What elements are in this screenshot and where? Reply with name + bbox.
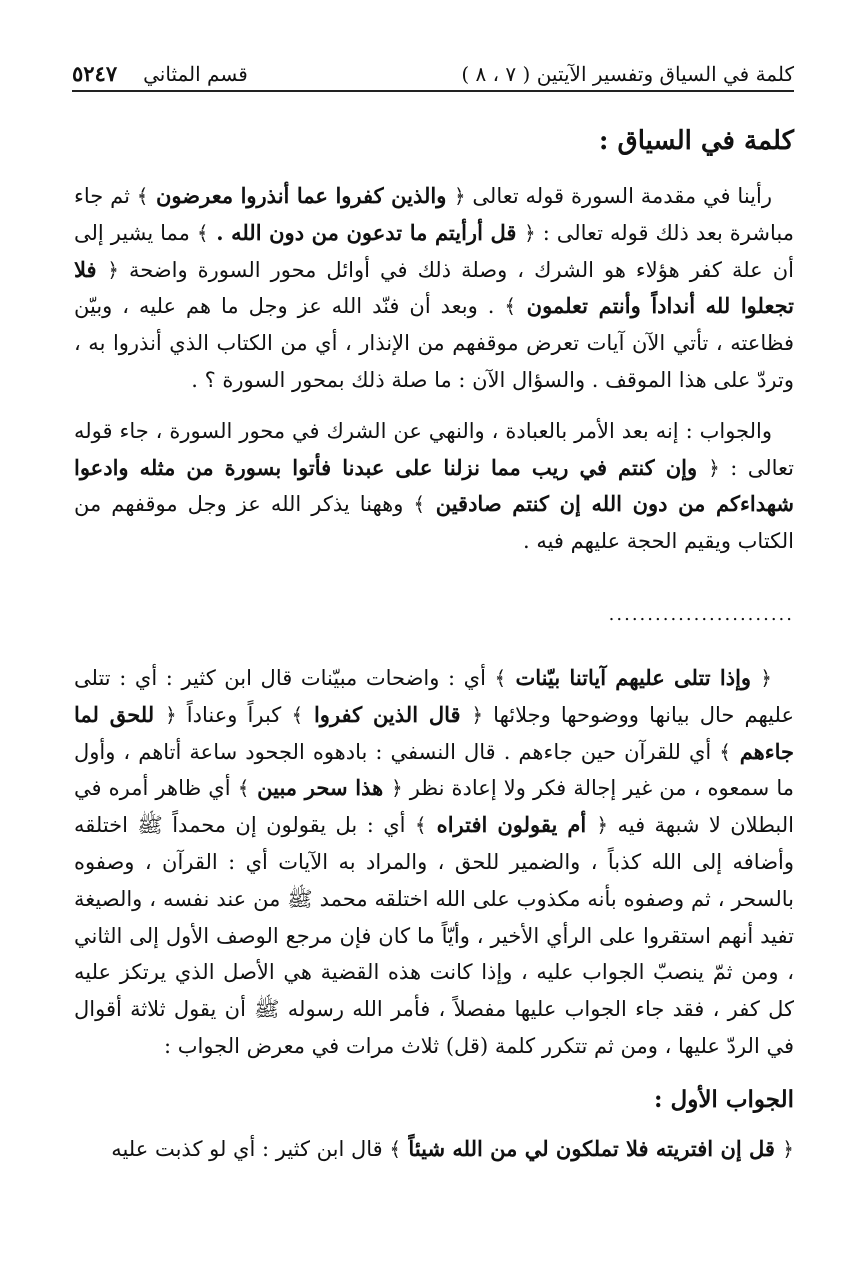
page-content — [74, 118, 794, 1182]
header-left-group — [72, 62, 248, 86]
quran-quote: قل إن افتريته فلا تملكون لي من الله شيئاً — [401, 1135, 783, 1161]
ornate-bracket-open: ﴿ — [760, 665, 772, 690]
page-number: ٥٢٤٧ — [72, 61, 118, 86]
ornate-bracket-close: ﴾ — [413, 492, 426, 517]
text: أي للقرآن حين جاءهم . قال النسفي : بادهوه الجحود ساعة أتاهم ، وأول ما سمعوه ، من غير إجالة فكر ولا إعادة نظر — [74, 739, 794, 801]
ornate-bracket-open: ﴿ — [390, 776, 403, 801]
ornate-bracket-open: ﴿ — [524, 220, 536, 245]
text: أي : بل يقولون إن محمداً ﷺ اختلقه وأضافه إلى الله كذباً ، والضمير للحق ، والمراد به الآيات أي : القرآن ، وصفوه بالسحر ، ثم وصفوه بأنه مكذوب على الله اختلقه محمد ﷺ من عند نفسه ، والصيغة تفيد أنهم استقروا على الرأي الأخير ، وأيّاً ما كان فإن مرجع الوصف الأول إلى الثاني ، ومن ثمّ ينصبّ الجواب عليه ، وإذا كانت هذه القضية هي الأصل الذي يرتكز عليه كل كفر ، فقد جاء الجواب عليها مفصلاً ، فأمر الله رسوله ﷺ أن يقول ثلاثة أقوال في الردّ عليها ، ومن ثم تتكرر كلمة (قل) ثلاث مرات في معرض الجواب : — [74, 813, 794, 1058]
ornate-bracket-open: ﴿ — [471, 702, 484, 727]
ornate-bracket-close: ﴾ — [719, 739, 732, 764]
ornate-bracket-close: ﴾ — [494, 665, 507, 690]
text: . وبعد أن فنّد الله عز وجل ما هم عليه ، وبيّن فظاعته ، تأتي الآن آيات تعرض موقفهم من الإنذار ، أي من الكتاب الذي أنذروا به ، وتردّ على هذا الموقف . والسؤال الآن : ما صلة ذلك بمحور السورة ؟ . — [74, 294, 794, 392]
quran-quote: قال الذين كفروا — [303, 701, 472, 727]
text: مما يشير إلى أن علة كفر هؤلاء هو الشرك ، وصلة ذلك في أوائل محور السورة واضحة — [74, 220, 794, 282]
ornate-bracket-open: ﴿ — [782, 1136, 794, 1161]
text: قال ابن كثير : أي لو كذبت عليه — [111, 1136, 390, 1161]
ornate-bracket-close: ﴾ — [504, 294, 517, 319]
ornate-bracket-open: ﴿ — [453, 184, 466, 208]
ornate-bracket-close: ﴾ — [291, 702, 304, 727]
paragraph-1 — [74, 178, 794, 399]
ornate-bracket-open: ﴿ — [164, 702, 177, 727]
section-heading: كلمة في السياق : — [598, 126, 794, 156]
paragraph-3 — [74, 660, 794, 1065]
running-header — [72, 50, 794, 86]
quran-quote: أم يقولون افتراه — [426, 812, 597, 838]
quran-quote: للحق لما جاءهم — [74, 701, 794, 764]
text: أي ظاهر أمره في البطلان لا شبهة فيه — [74, 776, 794, 838]
paragraph-2 — [74, 413, 794, 560]
ornate-bracket-open: ﴿ — [107, 257, 119, 282]
sub-heading: الجواب الأول : — [654, 1085, 794, 1113]
text: كبراً وعناداً — [176, 702, 292, 727]
ornate-bracket-close: ﴾ — [196, 220, 209, 245]
ornate-bracket-close: ﴾ — [414, 813, 427, 838]
section-name: قسم المثاني — [143, 62, 248, 86]
dotted-divider: ........................ — [608, 603, 794, 625]
quran-quote: قل أرأيتم ما تدعون من دون الله . — [208, 219, 525, 245]
quran-quote: والذين كفروا عما أنذروا معرضون — [148, 183, 454, 208]
ornate-bracket-close: ﴾ — [389, 1136, 402, 1161]
text: والجواب : إنه بعد الأمر بالعبادة ، والنهي عن الشرك في محور السورة ، جاء قوله تعالى : — [74, 418, 794, 480]
quran-quote: وإذا تتلى عليهم آياتنا بيّنات — [506, 664, 761, 690]
ornate-bracket-open: ﴿ — [708, 455, 720, 480]
running-title: كلمة في السياق وتفسير الآيتين ( ٧ ، ٨ ) — [461, 62, 794, 86]
quran-quote: وإن كنتم في ريب مما نزلنا على عبدنا فأتوا بسورة من مثله وادعوا شهداءكم من دون الله إن كنتم صادقين — [74, 454, 794, 517]
ornate-bracket-close: ﴾ — [136, 184, 149, 208]
quran-quote: هذا سحر مبين — [249, 775, 391, 801]
quran-quote: فلا تجعلوا لله أنداداً وأنتم تعلمون — [74, 256, 794, 319]
text: ثم جاء مباشرة بعد ذلك قوله تعالى : — [74, 184, 794, 245]
ornate-bracket-close: ﴾ — [237, 776, 250, 801]
text: أي : واضحات مبيّنات قال ابن كثير : أي : تتلى عليهم حال بيانها ووضوحها وجلائها — [74, 665, 795, 727]
paragraph-4 — [74, 1131, 794, 1168]
text: وههنا يذكر الله عز وجل موقفهم من الكتاب ويقيم الحجة عليهم فيه . — [74, 492, 794, 554]
text: رأينا في مقدمة السورة قوله تعالى — [465, 184, 772, 208]
header-rule — [72, 90, 794, 92]
ornate-bracket-open: ﴿ — [596, 813, 609, 838]
